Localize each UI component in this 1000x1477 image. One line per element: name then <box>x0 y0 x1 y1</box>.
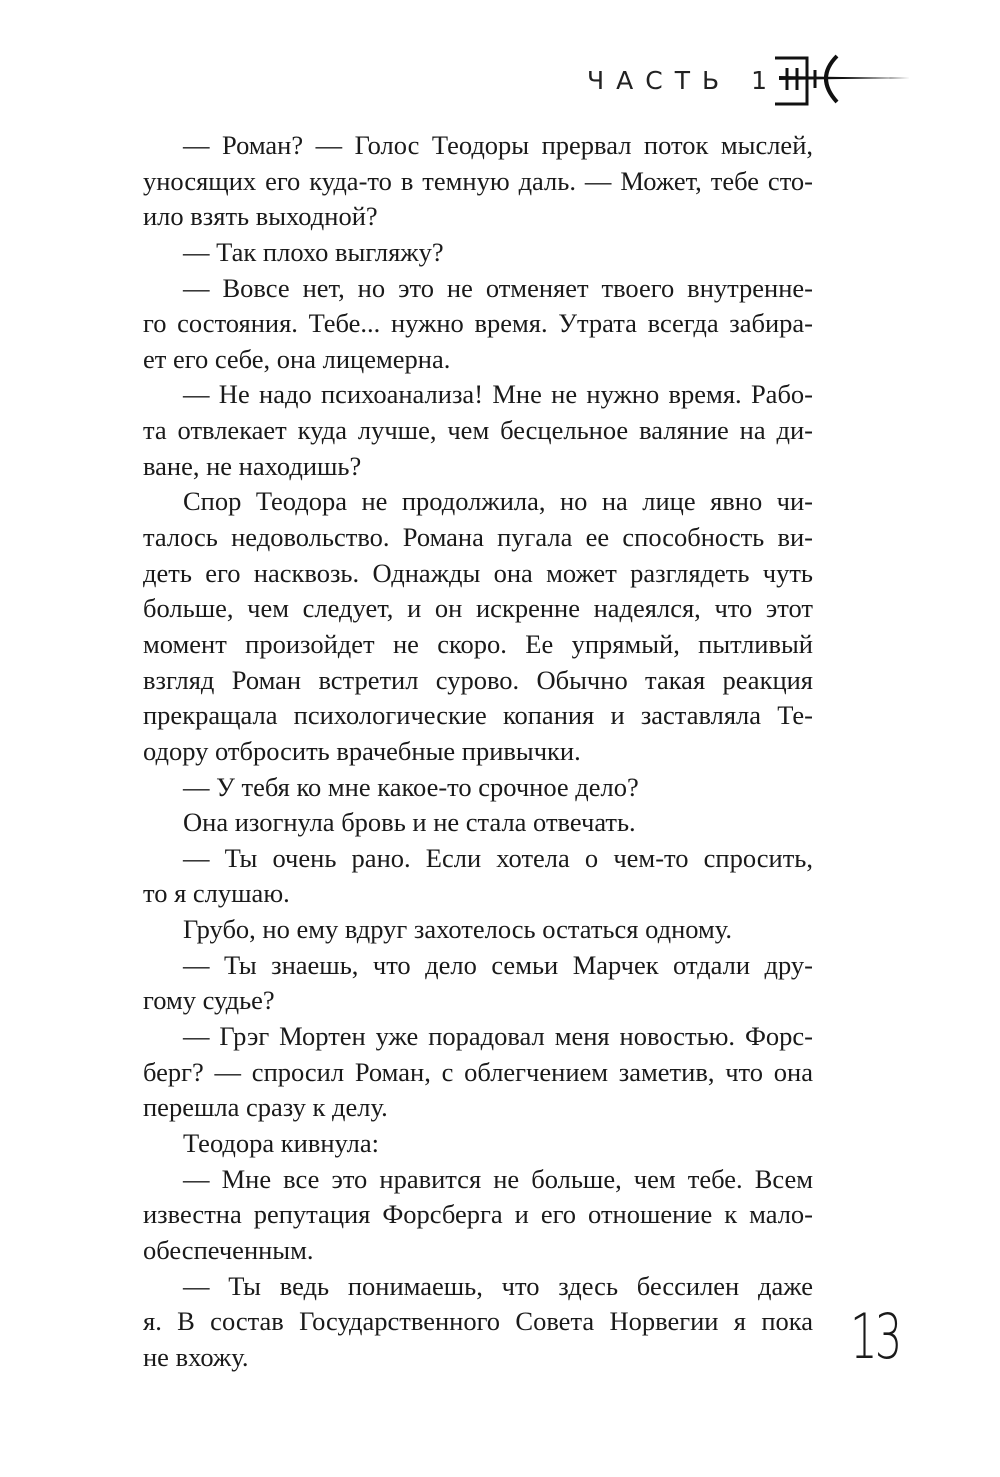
paragraph <box>143 912 813 948</box>
paragraph <box>143 805 813 841</box>
body-text <box>143 128 813 1375</box>
paragraph <box>143 1019 813 1126</box>
text-line: — Не надо психоанализа! Мне не нужно время. Рабо- <box>183 379 813 410</box>
paragraph <box>143 1269 813 1376</box>
rune-ornament-icon <box>775 50 910 110</box>
page-number: 13 <box>850 1300 900 1373</box>
text-line: прекращала психологические копания и заставляла Те- <box>143 700 813 731</box>
paragraph <box>143 235 813 271</box>
text-line: момент произойдет не скоро. Ее упрямый, пытливый <box>143 628 813 659</box>
text-line: Теодора кивнула: <box>183 1127 379 1158</box>
text-line: перешла сразу к делу. <box>143 1092 388 1123</box>
paragraph <box>143 1126 813 1162</box>
paragraph <box>143 841 813 912</box>
text-line: одору отбросить врачебные привычки. <box>143 735 581 766</box>
paragraph <box>143 484 813 769</box>
text-line: то я слушаю. <box>143 878 290 909</box>
text-line: го состояния. Тебе... нужно время. Утрата всегда забира- <box>143 308 813 339</box>
running-header: ЧАСТЬ 1 <box>587 66 779 95</box>
text-line: Она изогнула бровь и не стала отвечать. <box>183 807 636 838</box>
text-line: талось недовольство. Романа пугала ее способность ви- <box>143 522 813 553</box>
text-line: обеспеченным. <box>143 1234 314 1265</box>
text-line: Грубо, но ему вдруг захотелось остаться одному. <box>183 914 732 945</box>
text-line: — Ты ведь понимаешь, что здесь бессилен даже <box>183 1270 813 1301</box>
text-line: — У тебя ко мне какое-то срочное дело? <box>183 771 639 802</box>
text-line: больше, чем следует, и он искренне надеялся, что этот <box>143 593 813 624</box>
text-line: — Ты очень рано. Если хотела о чем-то спросить, <box>183 842 813 873</box>
text-line: — Ты знаешь, что дело семьи Марчек отдали дру- <box>183 949 813 980</box>
text-line: — Роман? — Голос Теодоры прервал поток мыслей, <box>183 130 813 160</box>
text-line: — Вовсе нет, но это не отменяет твоего внутренне- <box>183 272 813 303</box>
text-line: не вхожу. <box>143 1341 249 1372</box>
text-line: деть его насквозь. Однажды она может разглядеть чуть <box>143 557 813 588</box>
text-line: та отвлекает куда лучше, чем бесцельное валяние на ди- <box>143 415 813 446</box>
text-line: — Так плохо выгляжу? <box>183 236 444 267</box>
paragraph <box>143 271 813 378</box>
text-line: ило взять выходной? <box>143 201 378 232</box>
text-line: берг? — спросил Роман, с облегчением заметив, что она <box>143 1056 813 1087</box>
text-line: взгляд Роман встретил сурово. Обычно такая реакция <box>143 664 813 695</box>
paragraph <box>143 377 813 484</box>
text-line: известна репутация Форсберга и его отношение к мало- <box>143 1199 813 1230</box>
paragraph <box>143 1162 813 1269</box>
paragraph <box>143 948 813 1019</box>
text-line: гому судье? <box>143 985 275 1016</box>
text-line: ет его себе, она лицемерна. <box>143 343 451 374</box>
text-line: — Грэг Мортен уже порадовал меня новостью. Форс- <box>183 1021 813 1052</box>
paragraph <box>143 128 813 235</box>
text-line: уносящих его куда-то в темную даль. — Может, тебе сто- <box>143 165 813 196</box>
text-line: я. В состав Государственного Совета Норвегии я пока <box>143 1306 813 1337</box>
text-line: Спор Теодора не продолжила, но на лице явно чи- <box>183 486 813 517</box>
text-line: — Мне все это нравится не больше, чем тебе. Всем <box>183 1163 813 1194</box>
text-line: ване, не находишь? <box>143 450 362 481</box>
paragraph <box>143 770 813 806</box>
